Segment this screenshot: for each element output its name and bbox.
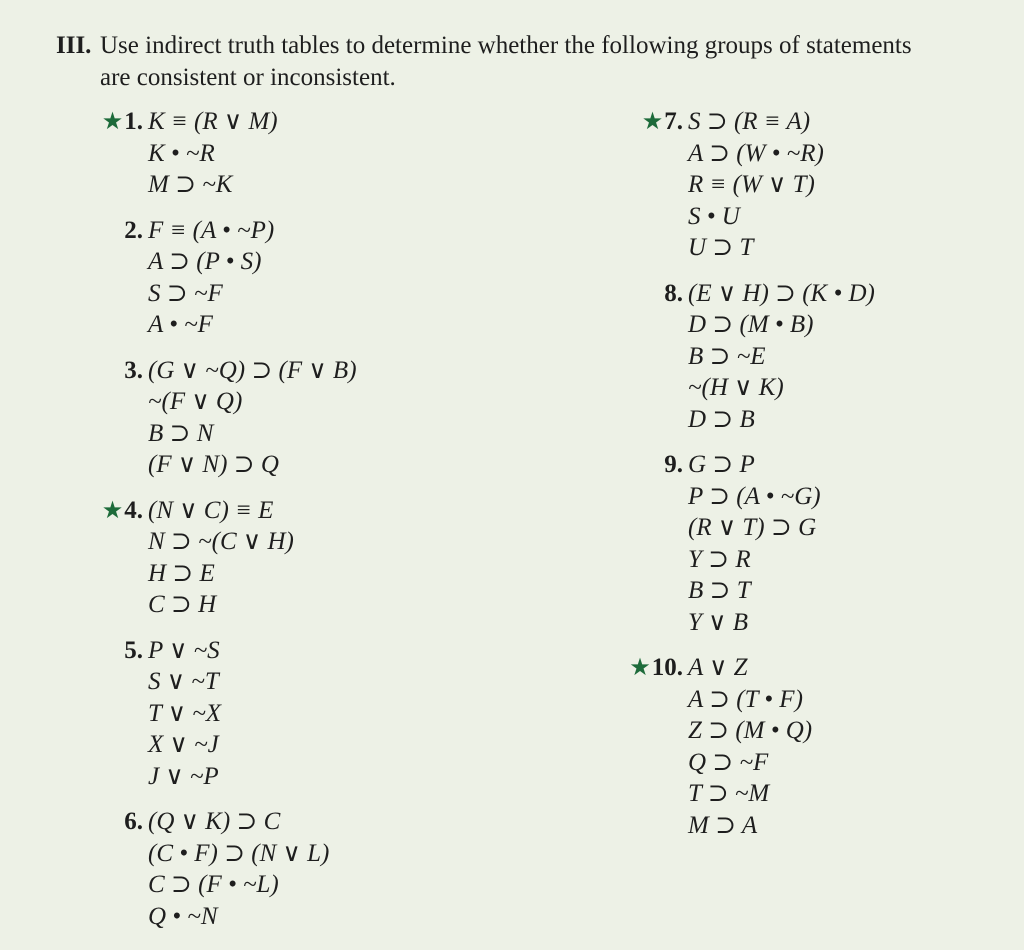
statement-list [148, 495, 520, 621]
exercise-1 [0, 106, 520, 201]
statement: T ∨ ~X [148, 699, 222, 727]
statement: A ∨ Z [688, 654, 748, 681]
statement: Z ⊃ (M • Q) [688, 717, 813, 744]
statement-list [688, 106, 1020, 264]
statement: A ⊃ (T • F) [688, 685, 803, 713]
statement: C ⊃ H [148, 591, 217, 618]
exercise-number [124, 355, 143, 387]
exercise-6 [0, 806, 520, 932]
exercise-number [629, 652, 683, 685]
statement: B ⊃ N [148, 419, 214, 447]
exercise-number-label: 8. [664, 279, 683, 307]
statement: S ⊃ (R ≡ A) [688, 108, 811, 135]
star-icon: ★ [629, 655, 651, 681]
statement: P ⊃ (A • ~G) [688, 482, 821, 510]
exercise-number [664, 278, 683, 310]
exercise-4 [0, 495, 520, 621]
exercise-9 [540, 449, 1020, 638]
statement: A ⊃ (P • S) [148, 248, 262, 275]
statement: P ∨ ~S [148, 636, 220, 664]
statement-list [148, 355, 520, 481]
statement: Q • ~N [148, 902, 218, 930]
statement: F ≡ (A • ~P) [148, 216, 275, 244]
statement: Y ⊃ R [688, 545, 751, 573]
exercise-number-label: 5. [124, 636, 143, 664]
statement: D ⊃ B [688, 405, 755, 433]
star-icon: ★ [101, 497, 124, 524]
section-header [56, 30, 1006, 94]
statement-list [688, 652, 1020, 841]
exercise-number-label: 2. [124, 216, 143, 244]
statement: ~(H ∨ K) [688, 374, 784, 401]
exercise-number [124, 635, 143, 667]
star-icon: ★ [641, 109, 664, 135]
statement: S • U [688, 202, 740, 230]
statement: G ⊃ P [688, 451, 755, 478]
exercise-number-label: 1. [124, 108, 143, 135]
statement: T ⊃ ~M [688, 780, 770, 807]
statement: (Q ∨ K) ⊃ C [148, 808, 281, 835]
statement-list [688, 278, 1020, 436]
statement: Q ⊃ ~F [688, 748, 769, 776]
exercise-number [102, 495, 143, 528]
statement: K • ~R [148, 139, 215, 167]
statement: M ⊃ ~K [148, 171, 233, 198]
statement: R ≡ (W ∨ T) [688, 171, 815, 198]
statement: (F ∨ N) ⊃ Q [148, 451, 279, 478]
instruction-line-1 [56, 30, 1006, 62]
statement: S ∨ ~T [148, 668, 219, 695]
statement: Y ∨ B [688, 608, 748, 636]
statement: (R ∨ T) ⊃ G [688, 514, 817, 541]
exercise-number [124, 806, 143, 838]
statement: B ⊃ ~E [688, 342, 766, 370]
exercise-5 [0, 635, 520, 793]
statement-list [148, 806, 520, 932]
exercise-2 [0, 215, 520, 341]
statement: M ⊃ A [688, 811, 758, 839]
statement: J ∨ ~P [148, 762, 219, 790]
exercise-column-right [540, 106, 1020, 841]
statement: B ⊃ T [688, 577, 751, 604]
statement: S ⊃ ~F [148, 279, 223, 307]
instruction-line-2: are consistent or inconsistent. [100, 64, 396, 91]
statement-list [148, 106, 520, 201]
statement: N ⊃ ~(C ∨ H) [148, 528, 294, 555]
exercise-number-label: 10. [651, 654, 683, 681]
exercise-number-label: 7. [664, 108, 683, 135]
statement-list [148, 215, 520, 341]
star-icon: ★ [101, 109, 124, 135]
statement: ~(F ∨ Q) [148, 388, 243, 415]
statement: (G ∨ ~Q) ⊃ (F ∨ B) [148, 356, 357, 384]
statement: C ⊃ (F • ~L) [148, 871, 279, 898]
instruction-text-1: Use indirect truth tables to determine whether the following groups of statements [100, 32, 912, 59]
statement: (E ∨ H) ⊃ (K • D) [688, 279, 875, 307]
exercise-column-left [0, 106, 520, 932]
statement: U ⊃ T [688, 234, 754, 261]
statement-list [688, 449, 1020, 638]
exercise-number [102, 106, 143, 139]
exercise-number [642, 106, 683, 139]
statement: (C • F) ⊃ (N ∨ L) [148, 839, 330, 867]
exercise-number [124, 215, 143, 247]
exercise-number [664, 449, 683, 481]
statement: X ∨ ~J [148, 731, 219, 758]
exercise-number-label: 9. [664, 451, 683, 478]
statement: K ≡ (R ∨ M) [148, 108, 278, 135]
exercise-8 [540, 278, 1020, 436]
exercise-3 [0, 355, 520, 481]
section-number: III. [56, 32, 92, 59]
exercise-number-label: 3. [124, 356, 143, 384]
exercise-10 [540, 652, 1020, 841]
statement: D ⊃ (M • B) [688, 311, 814, 338]
exercise-7 [540, 106, 1020, 264]
statement: A • ~F [148, 311, 213, 338]
statement: H ⊃ E [148, 559, 215, 587]
statement: A ⊃ (W • ~R) [688, 139, 824, 167]
statement: (N ∨ C) ≡ E [148, 496, 274, 524]
exercise-number-label: 4. [124, 496, 143, 524]
exercise-number-label: 6. [124, 808, 143, 835]
statement-list [148, 635, 520, 793]
